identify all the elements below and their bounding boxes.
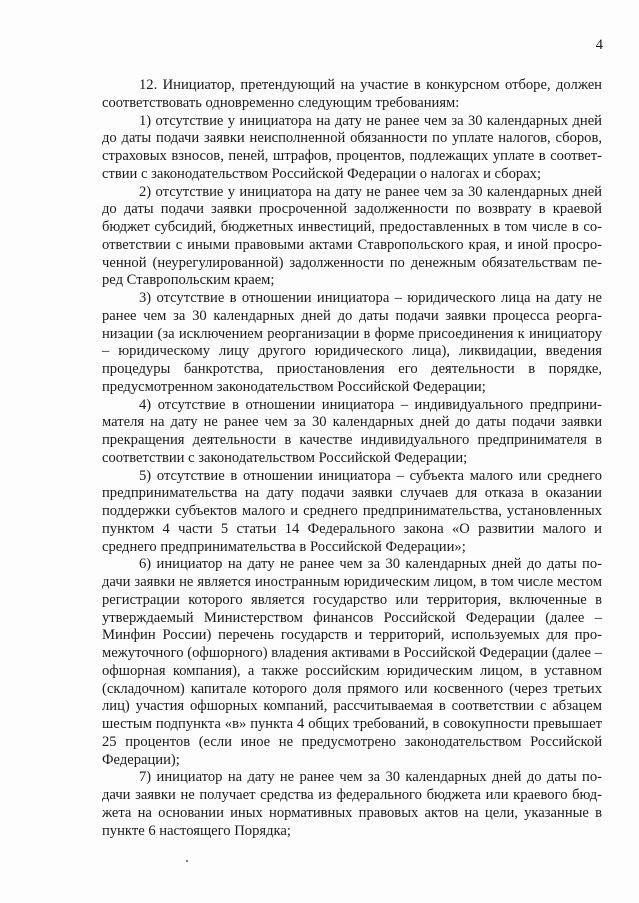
scan-speck (186, 860, 188, 862)
paragraph-requirement-5: 5) отсутствие в отношении инициатора – субъекта малого или среднего предпринимательства на дату подачи заявки случаев для отказа в оказании поддержки субъектов малого и среднего предпринимательства, установленных пунктом 4 части 5 статьи 14 Федерального закона «О развитии малого и среднего предпринимательства в Российской Федерации»; (102, 467, 602, 555)
paragraph-requirement-1: 1) отсутствие у инициатора на дату не ранее чем за 30 календарных дней до даты подачи заявки неисполненной обязанности по уплате налогов, сборов, страховых взносов, пеней, штрафов, процентов, подлежащих уплате в соответствии с законодательством Российской Федерации о налогах и сборах; (102, 112, 602, 182)
paragraph-requirement-2: 2) отсутствие у инициатора на дату не ранее чем за 30 календарных дней до даты подачи заявки просроченной задолженности по возврату в краевой бюджет субсидий, бюджетных инвестиций, предоставленных в том числе в соответствии с иными правовыми актами Ставропольского края, и иной просроченной (неурегулированной) задолженности по денежным обязательствам перед Ставропольским краем; (102, 183, 602, 289)
paragraph-requirement-4: 4) отсутствие в отношении инициатора – индивидуального предпринимателя на дату не ранее чем за 30 календарных дней до даты подачи заявки прекращения деятельности в качестве индивидуального предпринимателя в соответствии с законодательством Российской Федерации; (102, 396, 602, 466)
paragraph-requirement-6: 6) инициатор на дату не ранее чем за 30 календарных дней до даты подачи заявки не является иностранным юридическим лицом, в том числе местом регистрации которого является государство или территория, включенные в утверждаемый Министерством финансов Российской Федерации (далее – Минфин России) перечень государств и территорий, используемых для промежуточного (офшорного) владения активами в Российской Федерации (далее – офшорная компания), а также российским юридическим лицом, в уставном (складочном) капитале которого доля прямого или косвенного (через третьих лиц) участия офшорных компаний, рассчитываемая в соответствии с абзацем шестым подпункта «в» пункта 4 общих требований, в совокупности превышает 25 процентов (если иное не предусмотрено законодательством Российской Федерации); (102, 556, 602, 768)
paragraph-item-12: 12. Инициатор, претендующий на участие в конкурсном отборе, должен соответствовать одновременно следующим требованиям: (102, 77, 602, 111)
document-body (102, 77, 602, 840)
page-number: 4 (595, 37, 603, 53)
paragraph-requirement-3: 3) отсутствие в отношении инициатора – юридического лица на дату не ранее чем за 30 календарных дней до даты подачи заявки процесса реорганизации (за исключением реорганизации в форме присоединения к инициатору – юридическому лицу другого юридического лица), ликвидации, введения процедуры банкротства, приостановления его деятельности в порядке, предусмотренном законодательством Российской Федерации; (102, 290, 602, 395)
paragraph-requirement-7: 7) инициатор на дату не ранее чем за 30 календарных дней до даты подачи заявки не получает средства из федерального бюджета или краевого бюджета на основании иных нормативных правовых актов на цели, указанные в пункте 6 настоящего Порядка; (102, 769, 602, 839)
